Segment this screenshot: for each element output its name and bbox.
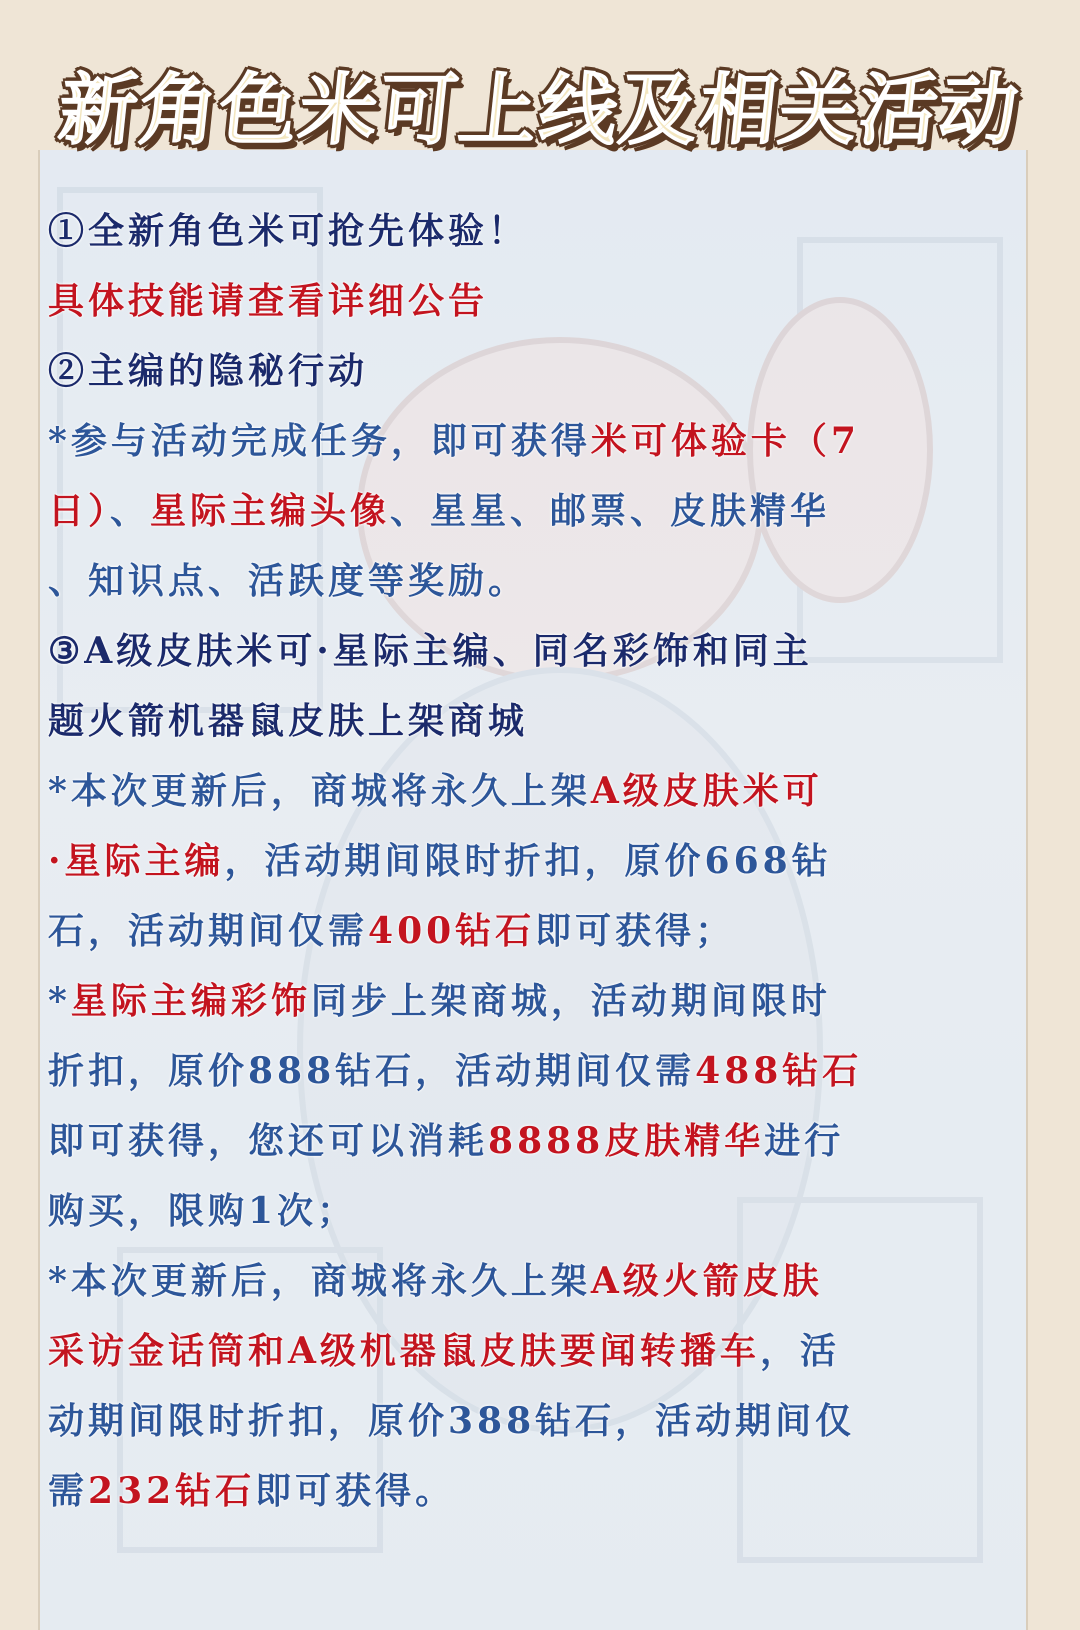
- highlight-text: 日）: [48, 490, 111, 532]
- body-text: 动期间限时折扣，原价388钻石，活动期间仅: [48, 1400, 856, 1442]
- text-line-9: [48, 756, 998, 826]
- highlight-text: 星际主编彩饰: [70, 980, 311, 1022]
- highlight-text: 采访金话筒和A级机器鼠皮肤要闻转播车: [48, 1330, 760, 1372]
- body-text: 进行: [764, 1120, 845, 1162]
- text-line-4: [48, 406, 998, 476]
- body-text: ③A级皮肤米可·星际主编、同名彩饰和同主: [48, 630, 813, 672]
- text-line-19: [48, 1456, 998, 1526]
- body-text: ①全新角色米可抢先体验！: [48, 210, 529, 252]
- body-text: *: [48, 980, 71, 1022]
- text-line-7: [48, 616, 998, 686]
- text-line-6: [48, 546, 998, 616]
- body-text: *参与活动完成任务，即可获得: [48, 420, 591, 462]
- body-text: ②主编的隐秘行动: [48, 350, 369, 392]
- highlight-text: 488钻石: [695, 1050, 863, 1092]
- body-text: 同步上架商城，活动期间限时: [310, 980, 831, 1022]
- body-text: ，活动期间限时折扣，原价668钻: [224, 840, 832, 882]
- text-line-18: [48, 1386, 998, 1456]
- text-line-5: [48, 476, 998, 546]
- text-line-17: [48, 1316, 998, 1386]
- body-text: 即可获得；: [535, 910, 736, 952]
- page-title: 新角色米可上线及相关活动: [54, 66, 1024, 156]
- highlight-text: 具体技能请查看详细公告: [48, 280, 489, 322]
- text-line-11: [48, 896, 998, 966]
- text-line-1: [48, 196, 998, 266]
- text-line-16: [48, 1246, 998, 1316]
- highlight-text: A级火箭皮肤: [590, 1260, 823, 1302]
- body-text: 、星星、邮票、皮肤精华: [390, 490, 831, 532]
- body-text: *本次更新后，商城将永久上架: [48, 770, 591, 812]
- body-text: 折扣，原价888钻石，活动期间仅需: [48, 1050, 696, 1092]
- highlight-text: 232钻石: [88, 1470, 256, 1512]
- body-text: 题火箭机器鼠皮肤上架商城: [48, 700, 529, 742]
- highlight-text: 400钻石: [368, 910, 536, 952]
- highlight-text: A级皮肤米可: [590, 770, 823, 812]
- announcement-text: [48, 196, 998, 1526]
- text-line-3: [48, 336, 998, 406]
- text-line-8: [48, 686, 998, 756]
- text-line-10: [48, 826, 998, 896]
- text-line-2: [48, 266, 998, 336]
- text-line-15: [48, 1176, 998, 1246]
- body-text: 购买，限购1次；: [48, 1190, 358, 1232]
- highlight-text: ·星际主编: [48, 840, 225, 882]
- text-line-14: [48, 1106, 998, 1176]
- highlight-text: 8888皮肤精华: [488, 1120, 765, 1162]
- body-text: 即可获得，您还可以消耗: [48, 1120, 489, 1162]
- body-text: 、: [110, 490, 151, 532]
- body-text: 即可获得。: [255, 1470, 456, 1512]
- highlight-text: 星际主编头像: [150, 490, 391, 532]
- text-line-12: [48, 966, 998, 1036]
- body-text: 需: [48, 1470, 89, 1512]
- highlight-text: 米可体验卡（7: [590, 420, 860, 462]
- body-text: 石，活动期间仅需: [48, 910, 369, 952]
- body-text: 、知识点、活跃度等奖励。: [48, 560, 529, 602]
- text-line-13: [48, 1036, 998, 1106]
- body-text: *本次更新后，商城将永久上架: [48, 1260, 591, 1302]
- body-text: ，活: [759, 1330, 840, 1372]
